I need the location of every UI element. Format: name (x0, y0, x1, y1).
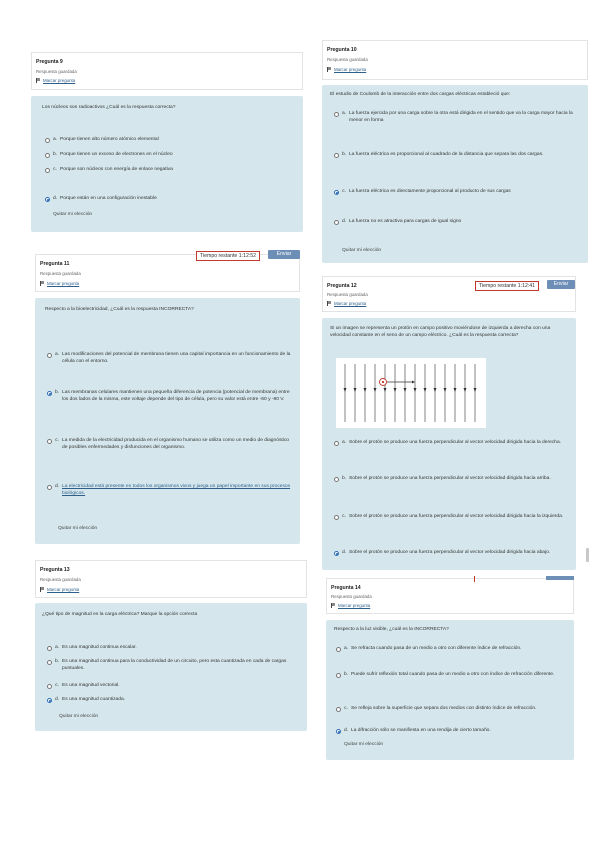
flag-label: Marcar pregunta (43, 78, 76, 83)
option-c[interactable]: c. Sobre el protón se produce una fuerza perpendicular al vector velocidad dirigida hacia la izquierda. (334, 514, 570, 521)
finish-attempt-button[interactable]: Enviar (268, 250, 300, 259)
finish-attempt-button[interactable]: Enviar (547, 280, 575, 289)
radio-button[interactable] (334, 220, 339, 225)
radio-button-selected[interactable] (336, 729, 341, 734)
radio-button-selected[interactable] (47, 391, 52, 396)
question-prompt: Los núcleos son radioactivos ¿Cuál es la respuesta correcta? (42, 105, 176, 110)
question-12-card (322, 318, 576, 570)
option-d[interactable]: d. Sobre el protón se produce una fuerza perpendicular al vector velocidad dirigida hacia abajo. (334, 550, 570, 557)
option-b[interactable]: b. Las membranas celulares mantienen una pequeña diferencia de potencia (potencial de membrana) entre los dos lados de la misma, este voltaje depende del tipo de célula, pero su valor está entre -60 y -90 V. (47, 390, 295, 403)
finish-attempt-button-edge[interactable] (546, 576, 574, 580)
question-10-card (322, 85, 588, 263)
question-number: Pregunta 9 (36, 59, 63, 65)
question-prompt: Respecto a la bioelectricidad, ¿Cuál es la respuesta INCORRECTA? (45, 307, 194, 312)
option-d[interactable]: d. La difracción sólo se manifiesta en una rendija de cierto tamaño. (336, 728, 568, 735)
radio-button-selected[interactable] (47, 698, 52, 703)
question-number: Pregunta 13 (40, 567, 70, 573)
radio-button[interactable] (47, 353, 52, 358)
clear-choice-link[interactable]: Quitar mi elección (59, 714, 99, 719)
time-remaining: Tiempo restante 1:12:41 (475, 281, 539, 291)
radio-button[interactable] (334, 112, 339, 117)
field-lines-svg (336, 358, 486, 428)
question-14-card (326, 620, 574, 760)
flag-question-link[interactable] (327, 67, 366, 72)
radio-button[interactable] (334, 477, 339, 482)
question-13-header (35, 560, 307, 598)
question-11-header (35, 254, 300, 292)
scrollbar-thumb[interactable] (586, 548, 589, 562)
question-9-card (31, 96, 303, 232)
question-status: Respuesta guardada (327, 57, 368, 62)
radio-button[interactable] (336, 707, 341, 712)
radio-button-selected[interactable] (334, 551, 339, 556)
flag-label: Marcar pregunta (47, 587, 80, 592)
radio-button[interactable] (336, 673, 341, 678)
flag-question-link[interactable] (36, 78, 75, 83)
question-prompt: ¿Qué tipo de magnitud es la carga eléctrica? Marque la opción correcta (42, 612, 198, 617)
option-b[interactable]: b. Puede sufrir reflexión total cuando pasa de un medio a otro con índice de refracción diferente. (336, 672, 568, 679)
option-d[interactable]: d. La fuerza no es atractiva para cargas de igual signo (334, 219, 582, 226)
option-a[interactable]: a. Las modificaciones del potencial de membrana tienen una capital importancia en un funcionamiento de la célula con el entorno. (47, 352, 295, 365)
question-number: Pregunta 14 (331, 585, 361, 591)
radio-button[interactable] (336, 647, 341, 652)
question-number: Pregunta 12 (327, 283, 357, 289)
radio-button[interactable] (334, 515, 339, 520)
question-10-header (322, 40, 588, 80)
field-arrowheads (344, 388, 477, 392)
question-prompt: Si un imagen se representa un protón en campo positivo moviéndose de izquierda a derecha con una velocidad constante en el seno de un campo eléctrico. ¿Cuál es la respuesta correcta? (330, 326, 551, 338)
radio-button[interactable] (47, 646, 52, 651)
option-c[interactable]: c. La fuerza eléctrica es directamente proporcional al producto de sus cargas (334, 189, 582, 196)
flag-icon (331, 603, 336, 608)
flag-icon (40, 281, 45, 286)
question-13-card (35, 603, 307, 731)
time-remaining: Tiempo restante 1:12:52 (196, 251, 260, 261)
question-9-header (31, 52, 303, 90)
question-status: Respuesta guardada (40, 271, 81, 276)
option-c[interactable]: c. Se refleja sobre la superficie que separa dos medios con distinto índice de refracción. (336, 706, 568, 713)
question-14-header (326, 578, 574, 614)
clear-choice-link[interactable]: Quitar mi elección (58, 526, 98, 531)
radio-button[interactable] (45, 153, 50, 158)
question-prompt: Respecto a la luz visible, ¿cuál es la INCORRECTA? (334, 627, 449, 632)
option-c[interactable]: c. Es una magnitud vectorial. (47, 683, 303, 690)
option-b[interactable]: b. Porque tienen un exceso de electrones en el núcleo (45, 152, 295, 159)
radio-button[interactable] (47, 660, 52, 665)
flag-icon (327, 301, 332, 306)
option-b[interactable]: b. Sobre el protón se produce una fuerza perpendicular al vector velocidad dirigida hacia arriba. (334, 476, 570, 483)
question-prompt: El estudio de Coulomb de la interacción entre dos cargas eléctricas estableció que: (330, 92, 511, 97)
option-d[interactable]: d. La electricidad está presente en todos los organismos vivos y juega un papel importante en sus procesos biológicos. (47, 484, 295, 497)
clear-choice-link[interactable]: Quitar mi elección (342, 248, 382, 253)
radio-button[interactable] (47, 485, 52, 490)
radio-button-selected[interactable] (334, 190, 339, 195)
option-d[interactable]: d. Porque están en una configuración inestable (45, 196, 295, 203)
question-status: Respuesta guardada (36, 69, 77, 74)
flag-label: Marcar pregunta (47, 281, 80, 286)
field-lines (345, 364, 475, 422)
radio-button[interactable] (334, 441, 339, 446)
option-a[interactable]: a. Sobre el protón se produce una fuerza perpendicular al vector velocidad dirigida hacia la derecha. (334, 440, 570, 447)
question-number: Pregunta 10 (327, 47, 357, 53)
option-c[interactable]: c. Porque son núcleos con energía de enlace negativa (45, 167, 295, 174)
flag-icon (36, 78, 41, 83)
radio-button[interactable] (45, 168, 50, 173)
flag-question-link[interactable] (40, 587, 79, 592)
flag-label: Marcar pregunta (338, 603, 371, 608)
option-b[interactable]: b. Es una magnitud continua para la conductividad de un circuito, pero esta cuantizada en cada de cargas puntuales. (47, 659, 303, 672)
question-status: Respuesta guardada (331, 594, 372, 599)
radio-button[interactable] (45, 138, 50, 143)
flag-icon (327, 67, 332, 72)
proton-field-diagram (336, 358, 486, 428)
radio-button[interactable] (334, 153, 339, 158)
question-number: Pregunta 11 (40, 261, 70, 267)
option-a[interactable]: a. Es una magnitud continua escalar. (47, 645, 303, 652)
option-d[interactable]: d. Es una magnitud cuantizada. (47, 697, 303, 704)
flag-icon (40, 587, 45, 592)
question-status: Respuesta guardada (327, 292, 368, 297)
radio-button-selected[interactable] (45, 197, 50, 202)
option-a[interactable]: a. Porque tienen alto número atómico elemental (45, 137, 295, 144)
option-a[interactable]: a. La fuerza ejercida por una carga sobre la otra está dirigida en el sentido que va la carga mayor hacia la menor en forma (334, 111, 582, 124)
radio-button[interactable] (47, 684, 52, 689)
option-a[interactable]: a. Se refracta cuando pasa de un medio a otro con diferente índice de refracción. (336, 646, 568, 653)
flag-label: Marcar pregunta (334, 67, 367, 72)
option-b[interactable]: b. La fuerza eléctrica es proporcional al cuadrado de la distancia que separa las dos cargas. (334, 152, 582, 159)
question-status: Respuesta guardada (40, 577, 81, 582)
timer-edge (474, 576, 475, 582)
option-c[interactable]: c. La medida de la electricidad producida en el organismo humano se utiliza como un medio de diagnóstico de posibles enfermedades y disfunciones del organismo. (47, 438, 295, 451)
radio-button[interactable] (47, 439, 52, 444)
flag-question-link[interactable] (40, 281, 79, 286)
flag-question-link[interactable] (331, 603, 370, 608)
clear-choice-link[interactable]: Quitar mi elección (53, 212, 93, 217)
clear-choice-link[interactable]: Quitar mi elección (344, 742, 384, 747)
question-11-card (35, 298, 300, 544)
flag-label: Marcar pregunta (334, 301, 367, 306)
flag-question-link[interactable] (327, 301, 366, 306)
